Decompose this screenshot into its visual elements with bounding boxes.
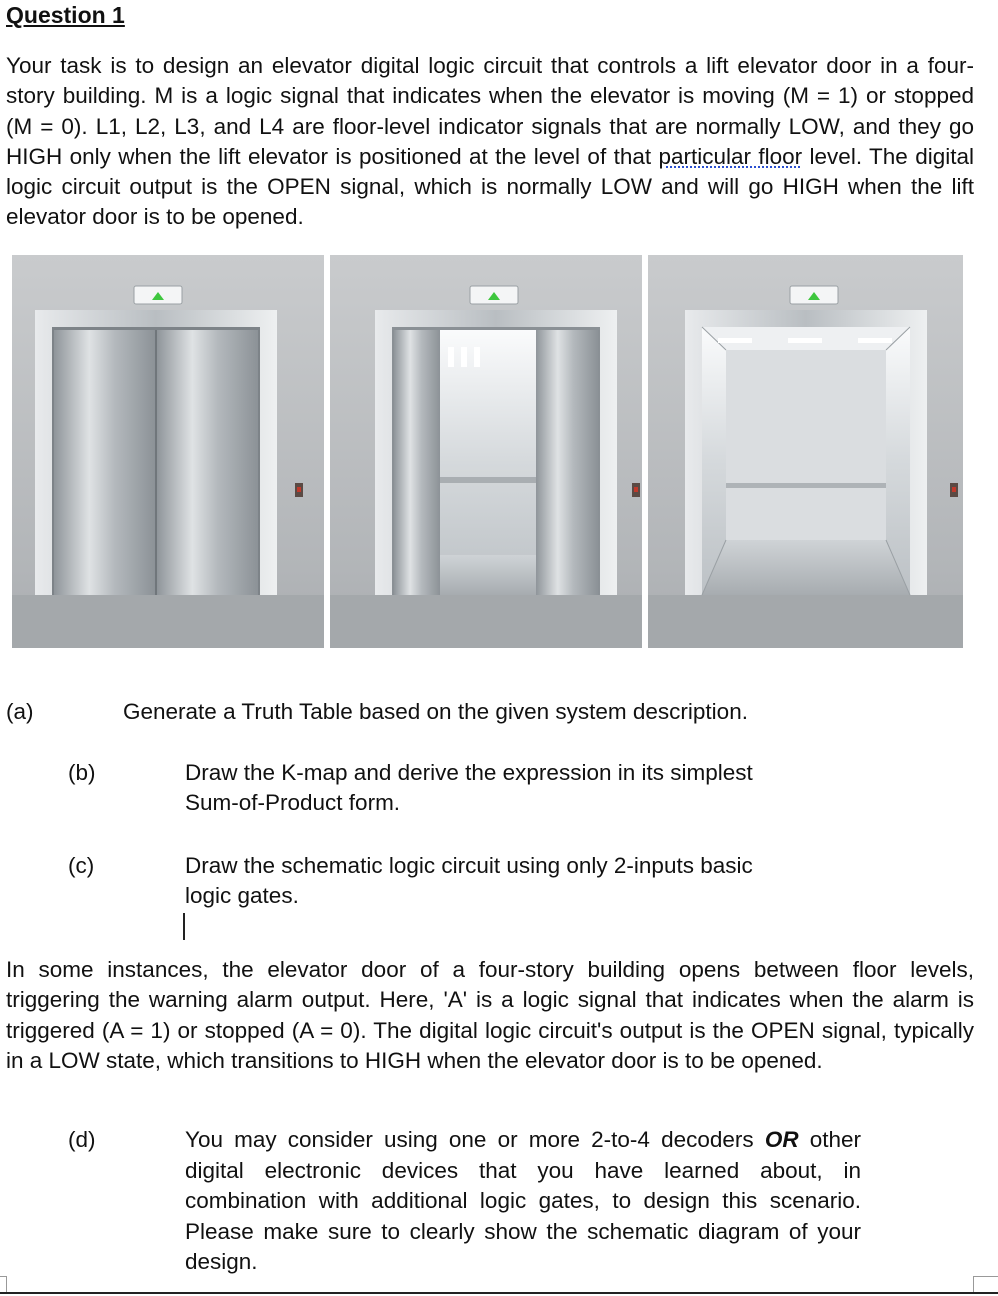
part-a-label: (a) [6, 699, 34, 724]
elevator-doors-figure [12, 255, 963, 648]
elevator-panel-half-open [330, 255, 642, 648]
text-cursor [183, 913, 185, 940]
part-c-line1: Draw the schematic logic circuit using only 2-inputs basic [185, 853, 753, 878]
scenario-text: In some instances, the elevator door of a four-story building opens between floor levels, triggering the warning alarm output. Here, 'A' is a logic signal that indicates when the alarm is triggered (A = 1) or stopped (A = 0). The digital logic circuit's output is the OPEN signal, typically in a LOW state, which transitions to HIGH when the elevator door is to be opened. [6, 957, 974, 1073]
part-a-text: Generate a Truth Table based on the given system description. [123, 699, 748, 724]
page-corner-left [0, 1276, 7, 1293]
part-b-line2: Sum-of-Product form. [185, 790, 401, 815]
call-button-icon [297, 487, 301, 492]
part-c-label: (c) [68, 853, 95, 878]
elevator-panel-open [648, 255, 963, 648]
part-d-emphasis: OR [764, 1127, 799, 1152]
question-intro: Your task is to design an elevator digital logic circuit that controls a lift elevator door in a four-story building. M is a logic signal that indicates when the elevator is moving (M = 1) or stopped (M = 0). L1, L2, L3, and L4 are floor-level indicator signals that are normally LOW, and they go HIGH only when the lift elevator is positioned at the level of that particular floor level. The digital logic circuit output is the OPEN signal, which is normally LOW and will go HIGH when the lift elevator door is to be opened. [6, 53, 974, 230]
page-bottom-edge [0, 1292, 998, 1294]
page-corner-right [973, 1276, 998, 1293]
question-title: Question 1 [6, 2, 125, 28]
elevator-panel-closed [12, 255, 324, 648]
spellcheck-underline: particular floor [658, 143, 803, 169]
part-b-line1: Draw the K-map and derive the expression in its simplest [185, 760, 753, 785]
part-d-text: You may consider using one or more 2-to-4 decoders OR other digital electronic devices that you have learned about, in combination with additional logic gates, to design this scenario. Please make sure to clearly show the schematic diagram of your design. [185, 1127, 861, 1274]
part-b-label: (b) [68, 760, 96, 785]
part-d-label: (d) [68, 1127, 96, 1152]
part-c-line2: logic gates. [185, 883, 299, 908]
